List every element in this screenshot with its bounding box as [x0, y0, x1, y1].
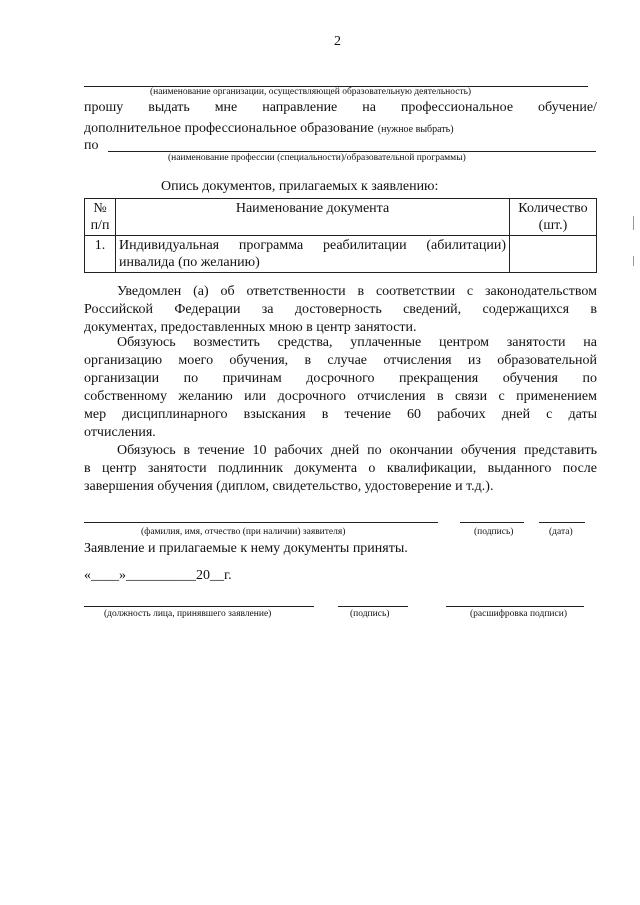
row-number: 1. [85, 236, 116, 273]
paragraph-line: мер дисциплинарного взыскания в течение 60 рабочих дней с даты [84, 407, 597, 422]
paragraph-line: Обязуюсь возместить средства, уплаченные центром занятости на [117, 335, 597, 350]
request-word: выдать [148, 100, 190, 115]
paragraph-line: организации по причинам досрочного прекращения обучения по [84, 371, 597, 386]
number-header-bottom: п/п [90, 218, 110, 233]
profession-line [108, 151, 596, 152]
quantity-header-bottom: (шт.) [538, 218, 568, 233]
acceptance-date-line: «____»__________20__г. [84, 568, 232, 583]
column-header-quantity [510, 199, 597, 236]
paragraph-line: организацию моего обучения, в случае отчисления из образовательной [84, 353, 597, 368]
paragraph-line: Обязуюсь в течение 10 рабочих дней по окончании обучения представить [117, 443, 597, 458]
applicant-date-caption: (дата) [549, 527, 573, 537]
receiver-position-line [84, 606, 314, 607]
paragraph-line: завершения обучения (диплом, свидетельство, удостоверение и т.д.). [84, 479, 494, 494]
request-choose-note: (нужное выбрать) [377, 124, 454, 135]
receiver-signature-caption: (подпись) [350, 609, 390, 619]
quantity-header-top: Количество [518, 201, 588, 216]
receiver-signature-line [338, 606, 408, 607]
inventory-title: Опись документов, прилагаемых к заявлению: [161, 179, 439, 194]
request-word: профессиональное [400, 100, 514, 115]
row-quantity [510, 236, 597, 273]
liability-paragraph [84, 283, 597, 337]
paragraph-line: Российской Федерации за достоверность сведений, содержащихся в [84, 302, 597, 317]
receiver-name-caption: (расшифровка подписи) [470, 609, 567, 619]
applicant-name-caption: (фамилия, имя, отчество (при наличии) заявителя) [141, 527, 346, 537]
table-header-row [85, 199, 597, 236]
column-header-number [85, 199, 116, 236]
scan-artifact [633, 256, 634, 266]
reimbursement-paragraph [84, 334, 597, 442]
request-word: прошу [84, 100, 124, 115]
applicant-name-line [84, 522, 438, 523]
scan-artifact [633, 216, 634, 230]
paragraph-line: отчисления. [84, 425, 156, 440]
request-word: на [362, 100, 376, 115]
applicant-date-line [539, 522, 585, 523]
request-word: направление [262, 100, 338, 115]
paragraph-line: документах, предоставленных мною в центр занятости. [84, 320, 417, 335]
row-document-name [116, 236, 510, 273]
page-number: 2 [334, 34, 341, 49]
applicant-signature-line [460, 522, 524, 523]
documents-table [84, 198, 597, 273]
receiver-name-line [446, 606, 584, 607]
qualification-paragraph [84, 442, 597, 496]
applicant-signature-caption: (подпись) [474, 527, 514, 537]
request-education-text: дополнительное профессиональное образование [84, 121, 374, 136]
by-label: по [84, 138, 99, 153]
paragraph-line: собственному желанию или досрочного отчисления в связи с применением [84, 389, 597, 404]
request-word: обучение/ [537, 100, 597, 115]
column-header-name: Наименование документа [116, 199, 510, 236]
request-line-1 [84, 100, 597, 116]
row-document-name-line1: Индивидуальная программа реабилитации (абилитации) [119, 238, 506, 253]
row-document-name-line2: инвалида (по желанию) [119, 255, 260, 270]
number-header-top: № [93, 201, 107, 216]
paragraph-line: в центр занятости подлинник документа о квалификации, выданного после [84, 461, 597, 476]
table-row [85, 236, 597, 273]
profession-caption: (наименование профессии (специальности)/образовательной программы) [168, 153, 466, 163]
receiver-position-caption: (должность лица, принявшего заявление) [104, 609, 272, 619]
request-word: мне [214, 100, 238, 115]
paragraph-line: Уведомлен (а) об ответственности в соответствии с законодательством [117, 284, 597, 299]
accepted-statement: Заявление и прилагаемые к нему документы приняты. [84, 541, 408, 556]
request-line-2 [84, 119, 454, 137]
organization-caption: (наименование организации, осуществляющей образовательную деятельность) [150, 87, 472, 97]
